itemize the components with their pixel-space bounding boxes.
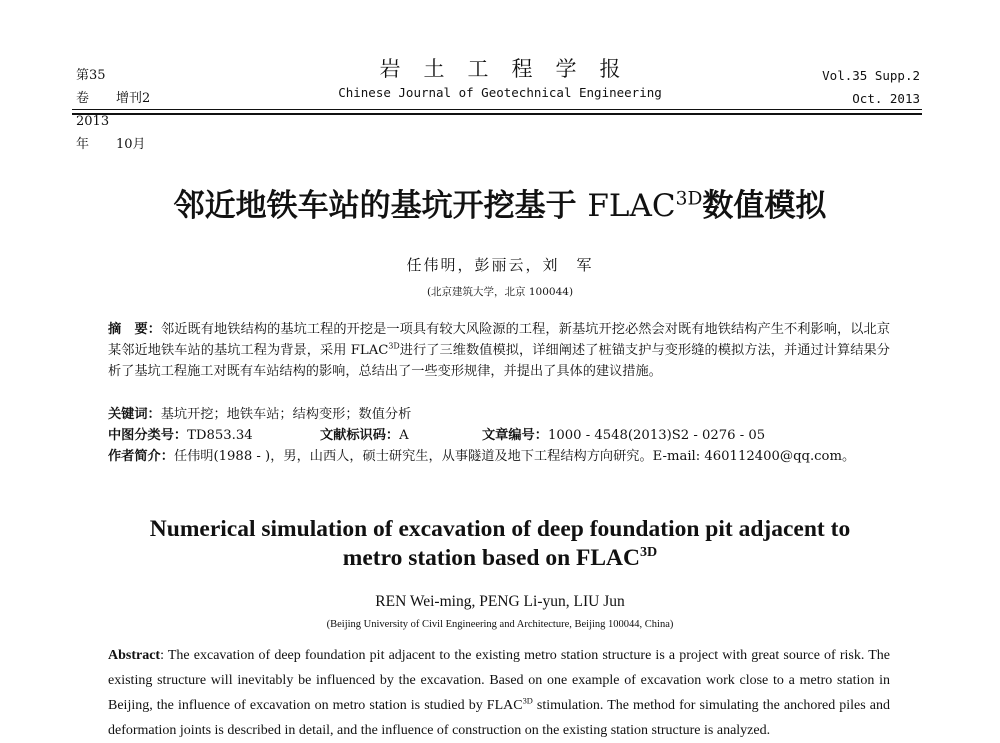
author-bio: 任伟明(1988 - )，男，山西人，硕士研究生，从事隧道及地下工程结构方向研究。E-mail: 460112400@qq.com。 <box>173 449 856 464</box>
clc-number: TD853.34 <box>187 428 253 443</box>
abstract-en <box>108 643 890 738</box>
header-issue-info <box>76 64 150 156</box>
abstract-cn <box>108 319 890 382</box>
header-volume-info <box>822 64 920 110</box>
title-cn-part1: 邻近地铁车站的基坑开挖基于 <box>173 188 577 224</box>
doccode: A <box>399 428 409 443</box>
article-number: 1000 - 4548(2013)S2 - 0276 - 05 <box>547 428 766 443</box>
bio-label: 作者简介： <box>108 449 174 464</box>
journal-name-cn: 岩土工程学报 <box>379 57 644 81</box>
affiliation-en: (Beijing University of Civil Engineering and Architecture, Beijing 100044, China) <box>326 619 674 630</box>
title-en-sup: 3D <box>640 544 658 561</box>
author-bio-line <box>108 446 908 467</box>
article-label: 文章编号： <box>482 428 548 443</box>
title-cn-sup: 3D <box>675 188 703 210</box>
journal-name <box>250 56 750 103</box>
keywords-label: 关键词： <box>108 407 161 422</box>
paper-title-cn <box>0 186 1000 226</box>
supplement-cn: 增刊2 <box>116 91 151 106</box>
paper-title-en <box>0 515 1000 573</box>
abstract-cn-sup: 3D <box>388 341 400 351</box>
volume-en: Vol.35 Supp.2 <box>822 68 920 83</box>
authors-en: REN Wei-ming, PENG Li-yun, LIU Jun <box>375 593 625 610</box>
title-cn-flac: FLAC <box>587 188 676 224</box>
header-rule-thick <box>72 113 922 115</box>
keywords: 基坑开挖；地铁车站；结构变形；数值分析 <box>160 407 412 422</box>
keywords-line <box>108 404 908 425</box>
abstract-cn-text1: 邻近既有地铁结构的基坑工程的开挖是一项具有较大风险源的工程，新基坑开挖必然会对既有地铁结构产生不利影响，以北京某邻近地铁车站的基坑工程为背景，采用 FLAC <box>108 322 891 358</box>
affiliation-cn: (北京建筑大学，北京 100044) <box>426 286 574 298</box>
clc-label: 中图分类号： <box>108 428 188 443</box>
abstract-cn-text2: 进行了三维数值模拟，详细阐述了桩锚支护与变形缝的模拟方法，并通过计算结果分析了基坑工程施工对既有车站结构的影响，总结出了一些变形规律，并提出了具体的建议措施。 <box>108 343 890 379</box>
doccode-label: 文献标识码： <box>320 428 400 443</box>
authors-cn: 任伟明，彭丽云，刘 军 <box>406 256 594 274</box>
abstract-label-en: Abstract <box>108 648 161 663</box>
journal-name-en: Chinese Journal of Geotechnical Engineering <box>338 85 662 100</box>
title-cn-part2: 数值模拟 <box>702 188 827 224</box>
title-en-line1: Numerical simulation of excavation of deep foundation pit adjacent to <box>149 516 851 542</box>
year-cn: 2013年 <box>76 114 110 152</box>
abstract-label-cn: 摘 要： <box>108 322 162 337</box>
header-rule-thin <box>72 109 922 110</box>
date-en: Oct. 2013 <box>852 91 920 106</box>
month-cn: 10月 <box>116 137 146 152</box>
classification-line <box>108 425 908 446</box>
volume-cn: 第35卷 <box>76 68 106 106</box>
title-en-line2: metro station based on FLAC <box>342 545 640 571</box>
abstract-en-sup: 3D <box>522 696 533 706</box>
abstract-en-text1: : The excavation of deep foundation pit adjacent to the existing metro station structure is a project with great source of risk. The existing structure will inevitably be influenced by the excavation. Based on one example of excavation work close to a metro station in Beijing, the influence of excavation on metro station is studied by FLAC <box>108 648 890 713</box>
abstract-en-text2: stimulation. The method for simulating the anchored piles and deformation joints is described in detail, and the influence of construction on the existing station structure is analyzed. <box>108 698 890 738</box>
